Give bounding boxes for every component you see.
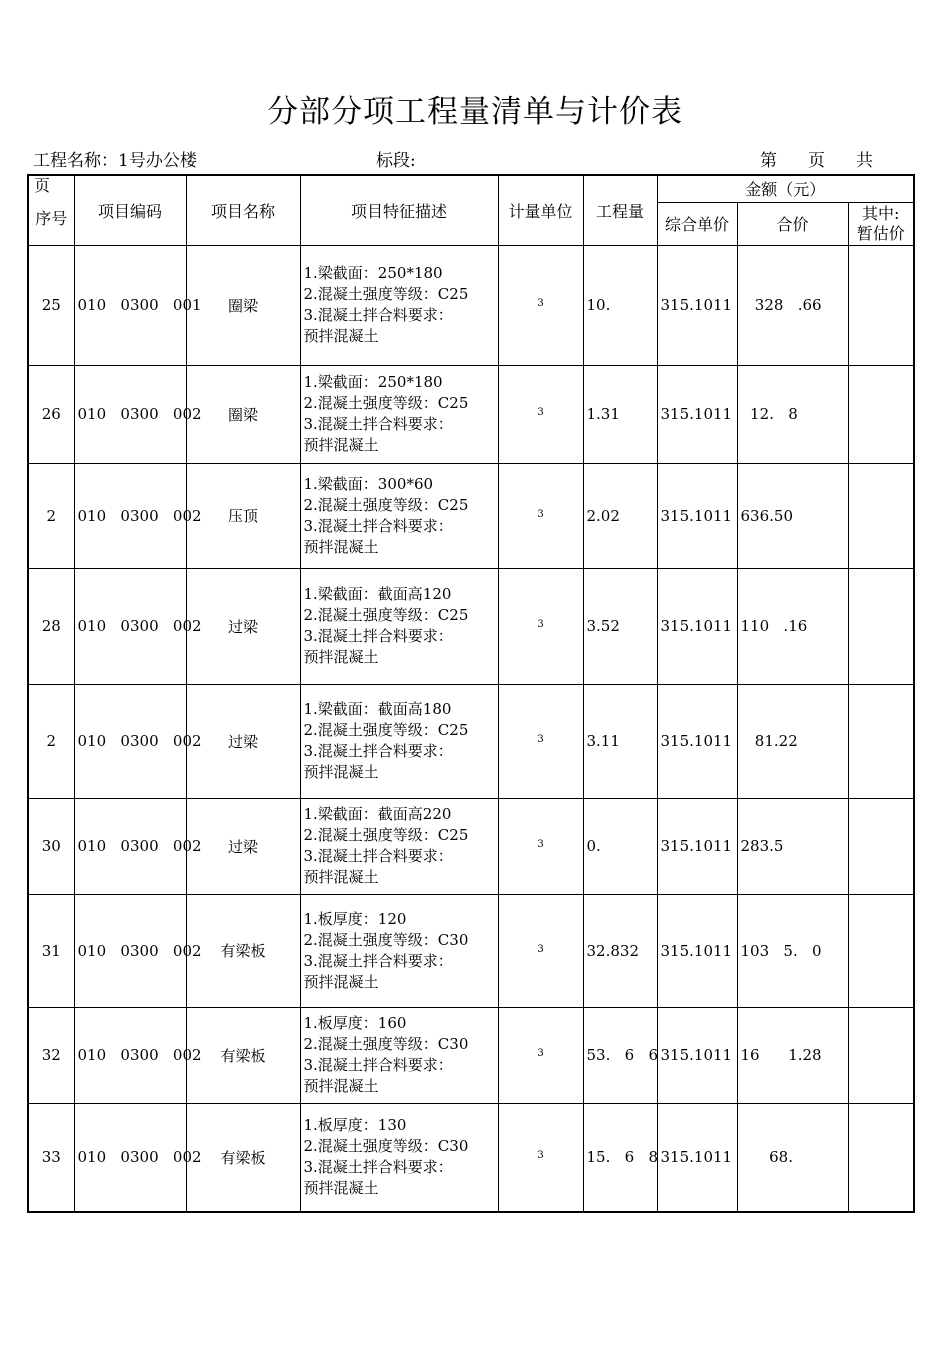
cell-code: 010 0300 002 (74, 365, 186, 463)
cell-desc (300, 568, 498, 684)
cell-code: 010 0300 002 (74, 463, 186, 568)
table-row (28, 798, 914, 894)
page-label-ye-2: 页 (34, 176, 51, 195)
unit-superscript: 3 (537, 508, 544, 520)
table-row (28, 894, 914, 1007)
cell-desc (300, 245, 498, 365)
table-row (28, 1007, 914, 1103)
cell-qty: 3.52 (583, 568, 657, 684)
cell-seq: 28 (28, 568, 74, 684)
cell-seq: 25 (28, 245, 74, 365)
desc-line: 3.混凝土拌合料要求： (303, 951, 453, 970)
unit-superscript: 3 (537, 619, 544, 630)
cell-code: 010 0300 001 (74, 245, 186, 365)
cell-unit-price: 315.1011 (657, 365, 737, 463)
col-header-unit-price: 综合单价 (657, 202, 737, 245)
unit-superscript: 3 (537, 943, 544, 955)
cell-qty: 2.02 (583, 463, 657, 568)
desc-line: 2.混凝土强度等级：C25 (303, 606, 469, 624)
col-header-name: 项目名称 (186, 175, 300, 245)
desc-line: 1.板厚度：130 (303, 1116, 407, 1135)
desc-line: 1.梁截面：截面高120 (303, 585, 452, 603)
cell-qty: 1.31 (583, 365, 657, 463)
cell-unit (498, 463, 583, 568)
desc-line: 预拌混凝土 (303, 648, 379, 666)
cell-unit-price: 315.1011 (657, 1103, 737, 1212)
cell-unit (498, 1103, 583, 1212)
cell-code: 010 0300 002 (74, 684, 186, 798)
col-header-desc: 项目特征描述 (300, 175, 498, 245)
cell-seq: 2 (28, 684, 74, 798)
cell-code: 010 0300 002 (74, 1007, 186, 1103)
cell-estimate (848, 894, 914, 1007)
cell-estimate (848, 1103, 914, 1212)
cell-seq: 31 (28, 894, 74, 1007)
cell-unit (498, 245, 583, 365)
cell-code: 010 0300 002 (74, 568, 186, 684)
page-label-di: 第 (760, 151, 777, 171)
desc-line: 2.混凝土强度等级：C25 (303, 394, 469, 412)
desc-line: 预拌混凝土 (303, 1179, 379, 1198)
desc-line: 2.混凝土强度等级：C30 (303, 1137, 469, 1156)
cell-total: 328 .66 (737, 245, 848, 365)
table-row (28, 245, 914, 365)
cell-seq: 30 (28, 798, 74, 894)
table-row (28, 568, 914, 684)
cell-total: 68. (737, 1103, 848, 1212)
desc-line: 1.梁截面：250*180 (303, 373, 443, 391)
cell-name: 过梁 (186, 568, 300, 684)
cell-name: 圈梁 (186, 245, 300, 365)
desc-line: 3.混凝土拌合料要求： (303, 415, 453, 433)
desc-line: 预拌混凝土 (303, 1077, 379, 1095)
cell-seq: 32 (28, 1007, 74, 1103)
page-title: 分部分项工程量清单与计价表 (267, 94, 683, 130)
desc-line: 3.混凝土拌合料要求： (303, 1056, 453, 1074)
cell-estimate (848, 684, 914, 798)
table-row (28, 1103, 914, 1212)
cell-name: 过梁 (186, 684, 300, 798)
table-row (28, 365, 914, 463)
cell-estimate (848, 798, 914, 894)
cell-unit (498, 684, 583, 798)
desc-line: 1.板厚度：120 (303, 909, 407, 928)
unit-superscript: 3 (537, 407, 544, 418)
cell-code: 010 0300 002 (74, 894, 186, 1007)
cell-qty: 32.832 (583, 894, 657, 1007)
unit-superscript: 3 (537, 734, 544, 745)
desc-line: 1.梁截面：截面高220 (303, 805, 452, 823)
desc-line: 2.混凝土强度等级：C25 (303, 721, 469, 739)
cell-name: 有梁板 (186, 894, 300, 1007)
cell-total: 636.50 (737, 463, 848, 568)
desc-line: 1.板厚度：160 (303, 1014, 407, 1032)
cell-name: 圈梁 (186, 365, 300, 463)
desc-line: 2.混凝土强度等级：C25 (303, 285, 469, 303)
col-header-seq: 页 序号 (28, 175, 74, 245)
desc-line: 3.混凝土拌合料要求： (303, 847, 453, 865)
cell-unit-price: 315.1011 (657, 684, 737, 798)
cell-unit-price: 315.1011 (657, 798, 737, 894)
cell-qty: 53. 6 6 (583, 1007, 657, 1103)
project-name: 工程名称：1号办公楼 (33, 151, 197, 171)
cell-estimate (848, 463, 914, 568)
unit-superscript: 3 (537, 298, 544, 309)
cell-total: 110 .16 (737, 568, 848, 684)
col-header-amount: 金额（元） (657, 175, 914, 202)
cell-unit (498, 568, 583, 684)
desc-line: 预拌混凝土 (303, 436, 379, 454)
cell-desc (300, 365, 498, 463)
cell-unit-price: 315.1011 (657, 894, 737, 1007)
unit-superscript: 3 (537, 1048, 544, 1059)
cell-code: 010 0300 002 (74, 798, 186, 894)
section-label: 标段: (376, 151, 416, 171)
desc-line: 2.混凝土强度等级：C25 (303, 826, 469, 844)
desc-line: 3.混凝土拌合料要求： (303, 516, 453, 535)
cell-seq: 26 (28, 365, 74, 463)
cell-desc (300, 894, 498, 1007)
cell-estimate (848, 568, 914, 684)
unit-superscript: 3 (537, 839, 544, 850)
desc-line: 3.混凝土拌合料要求： (303, 742, 453, 760)
cell-desc (300, 463, 498, 568)
cell-total: 16 1.28 (737, 1007, 848, 1103)
desc-line: 3.混凝土拌合料要求： (303, 627, 453, 645)
desc-line: 预拌混凝土 (303, 537, 379, 556)
page-label-ye: 页 (808, 151, 825, 171)
desc-line: 2.混凝土强度等级：C25 (303, 495, 469, 514)
col-header-estimate: 其中: 暂估价 (848, 202, 914, 245)
desc-line: 预拌混凝土 (303, 868, 379, 886)
col-header-total: 合价 (737, 202, 848, 245)
desc-line: 预拌混凝土 (303, 763, 379, 781)
cell-unit-price: 315.1011 (657, 463, 737, 568)
cell-unit-price: 315.1011 (657, 568, 737, 684)
cell-desc (300, 1007, 498, 1103)
cell-unit (498, 365, 583, 463)
desc-line: 3.混凝土拌合料要求： (303, 306, 453, 324)
cell-total: 81.22 (737, 684, 848, 798)
cell-qty: 10. (583, 245, 657, 365)
cell-name: 有梁板 (186, 1103, 300, 1212)
desc-line: 1.梁截面：截面高180 (303, 700, 452, 718)
cell-estimate (848, 1007, 914, 1103)
table-row (28, 463, 914, 568)
cell-desc (300, 684, 498, 798)
cell-code: 010 0300 002 (74, 1103, 186, 1212)
cell-unit (498, 894, 583, 1007)
cell-seq: 33 (28, 1103, 74, 1212)
cell-seq: 2 (28, 463, 74, 568)
cell-unit (498, 1007, 583, 1103)
table-row (28, 684, 914, 798)
desc-line: 预拌混凝土 (303, 327, 379, 345)
col-header-qty: 工程量 (583, 175, 657, 245)
cell-unit-price: 315.1011 (657, 1007, 737, 1103)
desc-line: 预拌混凝土 (303, 972, 379, 991)
page-label-gong: 共 (856, 151, 873, 171)
desc-line: 2.混凝土强度等级：C30 (303, 930, 469, 949)
cell-desc (300, 1103, 498, 1212)
cell-estimate (848, 365, 914, 463)
desc-line: 3.混凝土拌合料要求： (303, 1158, 453, 1177)
cell-name: 压顶 (186, 463, 300, 568)
bill-of-quantities-table (27, 174, 915, 1213)
cell-name: 有梁板 (186, 1007, 300, 1103)
col-header-unit: 计量单位 (498, 175, 583, 245)
desc-line: 1.梁截面：300*60 (303, 474, 434, 493)
desc-line: 2.混凝土强度等级：C30 (303, 1035, 469, 1053)
col-header-code: 项目编码 (74, 175, 186, 245)
cell-qty: 0. (583, 798, 657, 894)
cell-unit-price: 315.1011 (657, 245, 737, 365)
cell-total: 283.5 (737, 798, 848, 894)
cell-desc (300, 798, 498, 894)
cell-qty: 3.11 (583, 684, 657, 798)
cell-unit (498, 798, 583, 894)
cell-total: 12. 8 (737, 365, 848, 463)
cell-estimate (848, 245, 914, 365)
desc-line: 1.梁截面：250*180 (303, 264, 443, 282)
unit-superscript: 3 (537, 1150, 544, 1162)
cell-total: 103 5. 0 (737, 894, 848, 1007)
cell-name: 过梁 (186, 798, 300, 894)
cell-qty: 15. 6 8 (583, 1103, 657, 1212)
